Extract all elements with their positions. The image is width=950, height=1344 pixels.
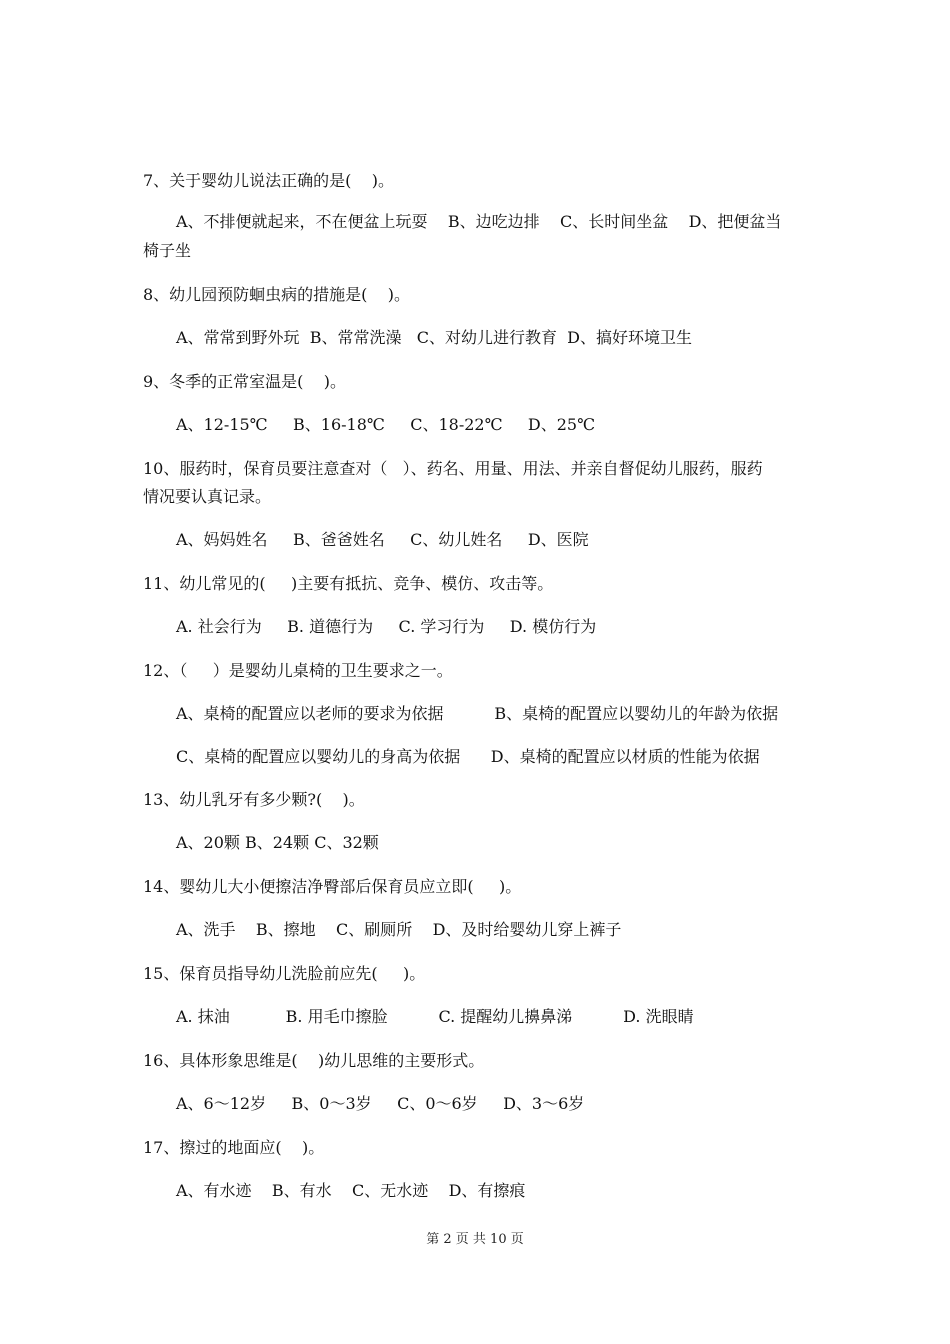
question-16-stem: 16、具体形象思维是( )幼儿思维的主要形式。 <box>143 1051 485 1070</box>
question-15-stem: 15、保育员指导幼儿洗脸前应先( )。 <box>143 964 426 983</box>
question-8-options: A、常常到野外玩 B、常常洗澡 C、对幼儿进行教育 D、搞好环境卫生 <box>176 328 692 347</box>
page-number-footer: 第 2 页 共 10 页 <box>426 1232 524 1247</box>
question-15-options: A. 抹油 B. 用毛巾擦脸 C. 提醒幼儿擤鼻涕 D. 洗眼睛 <box>176 1007 694 1026</box>
question-8-stem: 8、幼儿园预防蛔虫病的措施是( )。 <box>143 285 411 304</box>
question-7-options-continued: 椅子坐 <box>143 241 192 260</box>
question-11-stem: 11、幼儿常见的( )主要有抵抗、竞争、模仿、攻击等。 <box>143 574 554 593</box>
question-11-options: A. 社会行为 B. 道德行为 C. 学习行为 D. 模仿行为 <box>176 617 597 636</box>
question-7-options: A、不排便就起来，不在便盆上玩耍 B、边吃边排 C、长时间坐盆 D、把便盆当 <box>176 212 782 231</box>
question-12-options-continued: C、桌椅的配置应以婴幼儿的身高为依据 D、桌椅的配置应以材质的性能为依据 <box>176 747 760 766</box>
question-10-stem: 10、服药时，保育员要注意查对（ ）、药名、用量、用法、并亲自督促幼儿服药，服药 <box>143 459 763 478</box>
question-14-options: A、洗手 B、擦地 C、刷厕所 D、及时给婴幼儿穿上裤子 <box>176 920 622 939</box>
question-7-stem: 7、关于婴幼儿说法正确的是( )。 <box>143 171 395 190</box>
question-9-options: A、12-15℃ B、16-18℃ C、18-22℃ D、25℃ <box>176 415 596 434</box>
question-9-stem: 9、冬季的正常室温是( )。 <box>143 372 347 391</box>
question-16-options: A、6～12岁 B、0～3岁 C、0～6岁 D、3～6岁 <box>176 1094 585 1113</box>
question-17-stem: 17、擦过的地面应( )。 <box>143 1138 325 1157</box>
question-17-options: A、有水迹 B、有水 C、无水迹 D、有擦痕 <box>176 1181 526 1200</box>
question-10-options: A、妈妈姓名 B、爸爸姓名 C、幼儿姓名 D、医院 <box>176 530 589 549</box>
question-10-stem-continued: 情况要认真记录。 <box>143 487 272 506</box>
question-12-options: A、桌椅的配置应以老师的要求为依据 B、桌椅的配置应以婴幼儿的年龄为依据 <box>176 704 779 723</box>
question-13-options: A、20颗 B、24颗 C、32颗 <box>176 833 379 852</box>
question-12-stem: 12、（ ）是婴幼儿桌椅的卫生要求之一。 <box>143 661 453 680</box>
question-13-stem: 13、幼儿乳牙有多少颗?( )。 <box>143 790 365 809</box>
question-14-stem: 14、婴幼儿大小便擦洁净臀部后保育员应立即( )。 <box>143 877 522 896</box>
